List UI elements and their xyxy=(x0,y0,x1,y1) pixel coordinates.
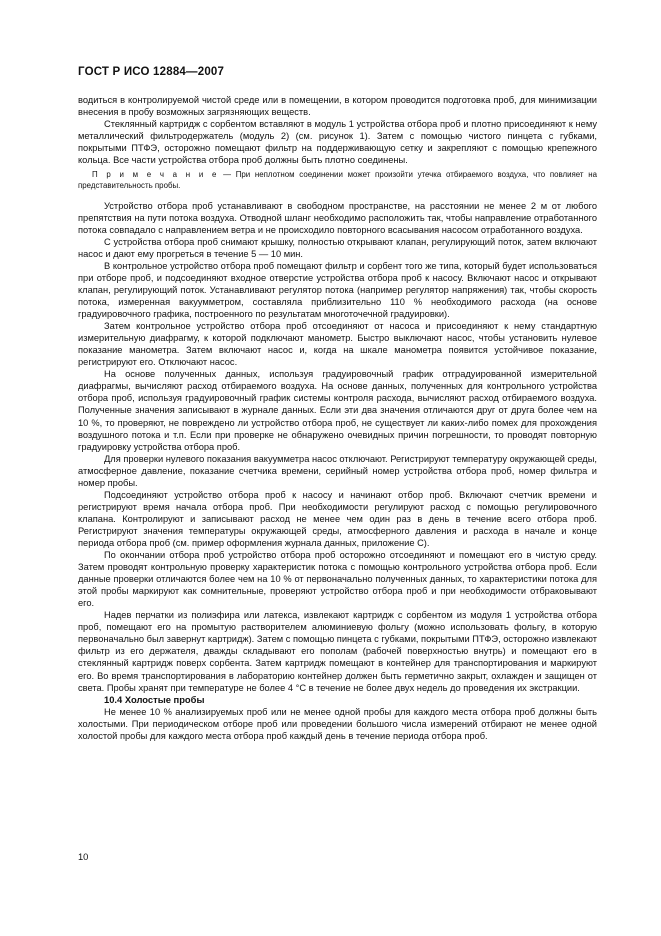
note-label: П р и м е ч а н и е xyxy=(92,170,219,180)
paragraph-orifice-calibration: Затем контрольное устройство отбора проб отсоединяют от насоса и присоединяют к нему стандартную измерительную диафрагму, к которой подключают манометр. Быстро выключают насос, чтобы установить нулевое показание манометра. Затем включают насос и, когда на шкале манометра появится устойчивое показание, регистрируют его. Отключают насос. xyxy=(78,321,597,368)
page-number: 10 xyxy=(78,852,89,862)
note xyxy=(78,169,597,191)
paragraph-blank-samples: Не менее 10 % анализируемых проб или не менее одной пробы для каждого места отбора проб должны быть холостыми. При периодическом отборе проб или проведении большого числа измерений отбирают не менее одной холостой пробы для каждого места отбора проб каждый день в течение периода отбора проб. xyxy=(78,706,597,741)
paragraph-end-sampling: По окончании отбора проб устройство отбора проб осторожно отсоединяют и помещают его в чистую среду. Затем проводят контрольную проверку характеристик потока с помощью контрольного устройства отбора проб. Если данные проверки отличаются более чем на 10 % от первоначально полученных данных, то характеристики потока для этой пробы маркируют как сомнительные, проверяют устройство отбора проб и при необходимости отбраковывают его. xyxy=(78,550,597,609)
document-body xyxy=(78,94,597,742)
paragraph-continuation: водиться в контролируемой чистой среде или в помещении, в котором проводится подготовка проб, для минимизации внесения в пробу возможных загрязняющих веществ. xyxy=(78,95,597,118)
section-heading-blank-samples: 10.4 Холостые пробы xyxy=(104,693,205,705)
paragraph-pump-warmup: С устройства отбора проб снимают крышку, полностью открывают клапан, регулирующий поток, затем включают насос и дают ему прогреться в течение 5 — 10 мин. xyxy=(78,236,597,259)
paragraph-cartridge-removal: Надев перчатки из полиэфира или латекса, извлекают картридж с сорбентом из модуля 1 устройства отбора проб, помещают его на промытую растворителем алюминиевую фольгу (можно использовать фольгу, в которую первоначально был завернут картридж). Затем с помощью пинцета с губками, покрытыми ПТФЭ, осторожно извлекают фильтр из его держателя, дважды складывают его пополам (рабочей поверхностью внутрь) и помещают его в стеклянный картридж поверх сорбента. Затем картридж помещают в контейнер для транспортирования и маркируют его. Во время транспортирования в лабораторию контейнер должен быть герметично закрыт, охлажден и защищен от света. Пробы хранят при температуре не более 4 °С в течение не более двух недель до проведения их экстракции. xyxy=(78,610,597,693)
paragraph-device-placement: Устройство отбора проб устанавливают в свободном пространстве, на расстоянии не менее 2 м от любого препятствия на пути потока воздуха. Отводной шланг необходимо расположить так, чтобы направление отработанного потока совпадало с направлением ветра и не происходило повторного всасывания насосом отработанного воздуха. xyxy=(78,200,597,235)
paragraph-zero-check: Для проверки нулевого показания вакуумметра насос отключают. Регистрируют температуру окружающей среды, атмосферное давление, показание счетчика времени, серийный номер устройства отбора проб, номер фильтра и номер пробы. xyxy=(78,453,597,488)
paragraph-start-sampling: Подсоединяют устройство отбора проб к насосу и начинают отбор проб. Включают счетчик времени и регистрируют время начала отбора проб. При необходимости регулируют расход с помощью регулировочного клапана. Контролируют и записывают расход не менее чем один раз в день в течение всего отбора проб. Регистрируют значения температуры окружающей среды, атмосферного давления и расхода в начале и конце периода отбора проб (см. пример оформления журнала данных, приложение С). xyxy=(78,489,597,548)
paragraph-cartridge-insertion: Стеклянный картридж с сорбентом вставляют в модуль 1 устройства отбора проб и плотно присоединяют к нему металлический фильтродержатель (модуль 2) (см. рисунок 1). Затем с помощью чистого пинцета с губками, покрытыми ПТФЭ, осторожно помещают фильтр на поддерживающую сетку и закрепляют с помощью крепежного кольца. Все части устройства отбора проб должны быть плотно соединены. xyxy=(78,119,597,166)
note-text: — При неплотном соединении может произойти утечка отбираемого воздуха, что повлияет на представительность пробы. xyxy=(78,170,597,191)
paragraph-flow-calculation: На основе полученных данных, используя градуировочный график отградуированной измерительной диафрагмы, вычисляют расход отбираемого воздуха. На основе данных, полученных для контрольного устройства отбора проб, используя градуировочный график системы контроля расхода, вычисляют расход отбираемого воздуха. Полученные значения записывают в журнале данных. Если эти два значения отличаются друг от друга более чем на 10 %, то проверяют, не повреждено ли устройство отбора проб, не существует ли каких-либо помех для прохождения воздушного потока и т.п. Если при проверке не обнаружено очевидных причин погрешности, то проводят повторную градуировку устройства отбора проб. xyxy=(78,369,597,452)
document-header: ГОСТ Р ИСО 12884—2007 xyxy=(78,66,225,78)
paragraph-control-device: В контрольное устройство отбора проб помещают фильтр и сорбент того же типа, который будет использоваться при отборе проб, и подсоединяют входное отверстие устройства отбора проб к насосу. Включают насос и открывают клапан, регулирующий поток. Устанавливают регулятор потока (например регулятор напряжения) так, чтобы скорость потока, измеренная вакуумметром, составляла приблизительно 110 % необходимого расхода (на основе градуировочного графика, построенного по результатам многоточечной градуировки). xyxy=(78,260,597,320)
